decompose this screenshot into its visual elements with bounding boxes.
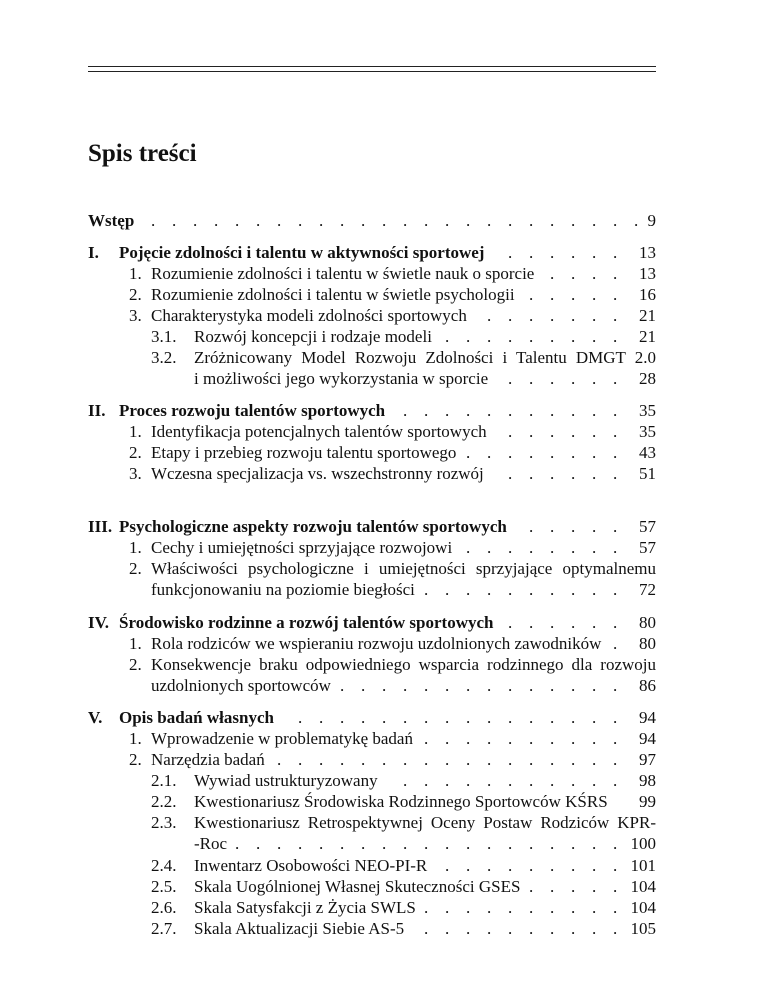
page-number: 98: [639, 771, 656, 790]
entry-title: Identyfikacja potencjalnych talentów sportowych: [151, 422, 487, 441]
toc-entry[interactable]: [88, 791, 656, 813]
toc-entry[interactable]: 1. Wprowadzenie w problematykę badań 94 . . . . . . . . . .: [129, 729, 656, 748]
toc-entry[interactable]: 3. Charakterystyka modeli zdolności sportowych 21 . . . . . . .: [129, 306, 656, 325]
entry-title: Środowisko rodzinne a rozwój talentów sportowych: [119, 613, 494, 632]
page-number: 21: [639, 306, 656, 325]
subsection-number: 2.6.: [151, 898, 177, 917]
entry-title: Wywiad ustrukturyzowany: [194, 771, 378, 790]
entry-title: Konsekwencje braku odpowiedniego wsparcia rodzinnego dla rozwoju: [151, 655, 656, 674]
subsection-number: 2.2.: [151, 792, 177, 811]
entry-title: Rola rodziców we wspieraniu rozwoju uzdolnionych zawodników: [151, 634, 602, 653]
toc-entry[interactable]: 3.1. Rozwój koncepcji i rodzaje modeli 21 . . . . . . . . .: [151, 327, 656, 346]
page-number: 57: [639, 538, 656, 557]
toc-entry[interactable]: 1. Rozumienie zdolności i talentu w świetle nauk o sporcie 13 . . . .: [129, 264, 656, 283]
toc-entry[interactable]: III. Psychologiczne aspekty rozwoju talentów sportowych 57 . . . . .: [88, 517, 656, 536]
chapter-number: III.: [88, 517, 113, 536]
entry-title-continuation: i możliwości jego wykorzystania w sporcie: [194, 369, 489, 388]
toc-entry[interactable]: 2.7. Skala Aktualizacji Siebie AS-5 105 . . . . . . . . . .: [151, 919, 656, 938]
chapter-number: V.: [88, 708, 103, 727]
toc-entry[interactable]: 2. Etapy i przebieg rozwoju talentu sportowego 43 . . . . . . . .: [129, 443, 656, 462]
entry-title: Pojęcie zdolności i talentu w aktywności sportowej: [119, 243, 485, 262]
subsection-number: 3.2.: [151, 348, 177, 367]
toc-entry[interactable]: 1. Identyfikacja potencjalnych talentów sportowych 35 . . . . . .: [129, 422, 656, 441]
entry-title: Skala Uogólnionej Własnej Skuteczności GSES: [194, 877, 521, 896]
entry-title: Rozumienie zdolności i talentu w świetle psychologii: [151, 285, 515, 304]
page-number: 13: [639, 264, 656, 283]
page-number: 105: [630, 919, 656, 938]
top-rule-1: [88, 66, 656, 67]
subsection-number: 2.4.: [151, 856, 177, 875]
toc-entry[interactable]: [88, 558, 656, 580]
page-number: 80: [639, 634, 656, 653]
page-number: 51: [639, 464, 656, 483]
page-number: 80: [639, 613, 656, 632]
entry-title: Rozwój koncepcji i rodzaje modeli: [194, 327, 432, 346]
page-number: 35: [639, 401, 656, 420]
page-number: 35: [639, 422, 656, 441]
entry-title: Wprowadzenie w problematykę badań: [151, 729, 413, 748]
subsection-number: 2.1.: [151, 771, 177, 790]
page-number: 16: [639, 285, 656, 304]
toc-entry[interactable]: II. Proces rozwoju talentów sportowych 35 . . . . . . . . . . .: [88, 401, 656, 420]
toc-entry[interactable]: [88, 654, 656, 676]
entry-title: Wczesna specjalizacja vs. wszechstronny rozwój: [151, 464, 484, 483]
toc-entry[interactable]: 1. Rola rodziców we wspieraniu rozwoju uzdolnionych zawodników 80 .: [129, 634, 656, 653]
page-number: 99: [639, 792, 656, 811]
entry-title: Wstęp: [88, 211, 135, 230]
section-number: 1.: [129, 422, 142, 441]
entry-title: Proces rozwoju talentów sportowych: [119, 401, 386, 420]
entry-title: Charakterystyka modeli zdolności sportowych: [151, 306, 467, 325]
section-number: 1.: [129, 729, 142, 748]
entry-title: Zróżnicowany Model Rozwoju Zdolności i Talentu DMGT 2.0: [194, 348, 656, 367]
toc-entry[interactable]: 1. Cechy i umiejętności sprzyjające rozwojowi 57 . . . . . . . .: [129, 538, 656, 557]
page-number: 43: [639, 443, 656, 462]
subsection-number: 2.5.: [151, 877, 177, 896]
section-number: 2.: [129, 559, 142, 578]
entry-title: Opis badań własnych: [119, 708, 274, 727]
page-number: 94: [639, 708, 656, 727]
page-number: 72: [639, 580, 656, 599]
page-number: 101: [630, 856, 656, 875]
entry-title: Etapy i przebieg rozwoju talentu sportowego: [151, 443, 457, 462]
page-number: 28: [639, 369, 656, 388]
toc-entry-continuation[interactable]: i możliwości jego wykorzystania w sporcie 28 . . . . . .: [194, 369, 656, 388]
page-number: 57: [639, 517, 656, 536]
page-number: 97: [639, 750, 656, 769]
entry-title: Kwestionariusz Środowiska Rodzinnego Sportowców KŚRS: [194, 792, 608, 811]
section-number: 1.: [129, 538, 142, 557]
section-number: 1.: [129, 264, 142, 283]
page-number: 94: [639, 729, 656, 748]
page-number: 86: [639, 676, 656, 695]
section-number: 1.: [129, 634, 142, 653]
entry-title: Cechy i umiejętności sprzyjające rozwojowi: [151, 538, 453, 557]
page-number: 13: [639, 243, 656, 262]
toc-entry[interactable]: V. Opis badań własnych 94 . . . . . . . . . . . . . . . .: [88, 708, 656, 727]
chapter-number: IV.: [88, 613, 109, 632]
toc-entry[interactable]: 2.6. Skala Satysfakcji z Życia SWLS 104 . . . . . . . . . .: [151, 898, 656, 917]
entry-title: Kwestionariusz Retrospektywnej Oceny Postaw Rodziców KPR-: [194, 813, 656, 832]
entry-title: Skala Aktualizacji Siebie AS-5: [194, 919, 405, 938]
toc-entry[interactable]: 2.5. Skala Uogólnionej Własnej Skuteczności GSES 104 . . . . .: [151, 877, 656, 896]
chapter-number: I.: [88, 243, 99, 262]
entry-title-continuation: funkcjonowaniu na poziomie biegłości: [151, 580, 415, 599]
section-number: 3.: [129, 464, 142, 483]
toc-entry[interactable]: I. Pojęcie zdolności i talentu w aktywności sportowej 13 . . . . . .: [88, 243, 656, 262]
toc-entry[interactable]: 3. Wczesna specjalizacja vs. wszechstronny rozwój 51 . . . . . .: [129, 464, 656, 483]
page-number: 104: [630, 877, 656, 896]
section-number: 2.: [129, 655, 142, 674]
chapter-number: II.: [88, 401, 106, 420]
entry-title: Skala Satysfakcji z Życia SWLS: [194, 898, 416, 917]
section-number: 2.: [129, 285, 142, 304]
page-number: 104: [630, 898, 656, 917]
toc-entry[interactable]: 2.4. Inwentarz Osobowości NEO-PI-R 101 . . . . . . . . .: [151, 856, 656, 875]
page-title: Spis treści: [88, 140, 197, 167]
subsection-number: 3.1.: [151, 327, 177, 346]
toc-entry-continuation[interactable]: funkcjonowaniu na poziomie biegłości 72 . . . . . . . . . .: [151, 580, 656, 599]
entry-title: Rozumienie zdolności i talentu w świetle nauk o sporcie: [151, 264, 535, 283]
page-number: 100: [630, 834, 656, 853]
entry-title: Narzędzia badań: [151, 750, 265, 769]
toc-entry-continuation[interactable]: -Roc 100 . . . . . . . . . . . . . . . . . . .: [194, 834, 656, 853]
toc-entry[interactable]: [88, 812, 656, 834]
page-number: 9: [647, 211, 656, 230]
subsection-number: 2.7.: [151, 919, 177, 938]
toc-entry[interactable]: Wstęp 9 . . . . . . . . . . . . . . . . . . . . . . . .: [88, 211, 656, 230]
toc-entry[interactable]: 2. Narzędzia badań 97 . . . . . . . . . . . . . . . . .: [129, 750, 656, 769]
entry-title-continuation: uzdolnionych sportowców: [151, 676, 331, 695]
page-number: 21: [639, 327, 656, 346]
entry-title: Właściwości psychologiczne i umiejętności sprzyjające optymalnemu: [151, 559, 656, 578]
section-number: 2.: [129, 443, 142, 462]
section-number: 2.: [129, 750, 142, 769]
toc-entry[interactable]: 2.1. Wywiad ustrukturyzowany 98 . . . . . . . . . . .: [151, 771, 656, 790]
toc-entry[interactable]: IV. Środowisko rodzinne a rozwój talentów sportowych 80 . . . . . .: [88, 613, 656, 632]
toc-entry[interactable]: 2. Rozumienie zdolności i talentu w świetle psychologii 16 . . . . .: [129, 285, 656, 304]
entry-title-continuation: -Roc: [194, 834, 228, 853]
top-rule-2: [88, 71, 656, 72]
subsection-number: 2.3.: [151, 813, 177, 832]
section-number: 3.: [129, 306, 142, 325]
toc-entry[interactable]: [88, 347, 656, 369]
entry-title: Inwentarz Osobowości NEO-PI-R: [194, 856, 428, 875]
entry-title: Psychologiczne aspekty rozwoju talentów sportowych: [119, 517, 507, 536]
toc-entry-continuation[interactable]: uzdolnionych sportowców 86 . . . . . . . . . . . . . .: [151, 676, 656, 695]
